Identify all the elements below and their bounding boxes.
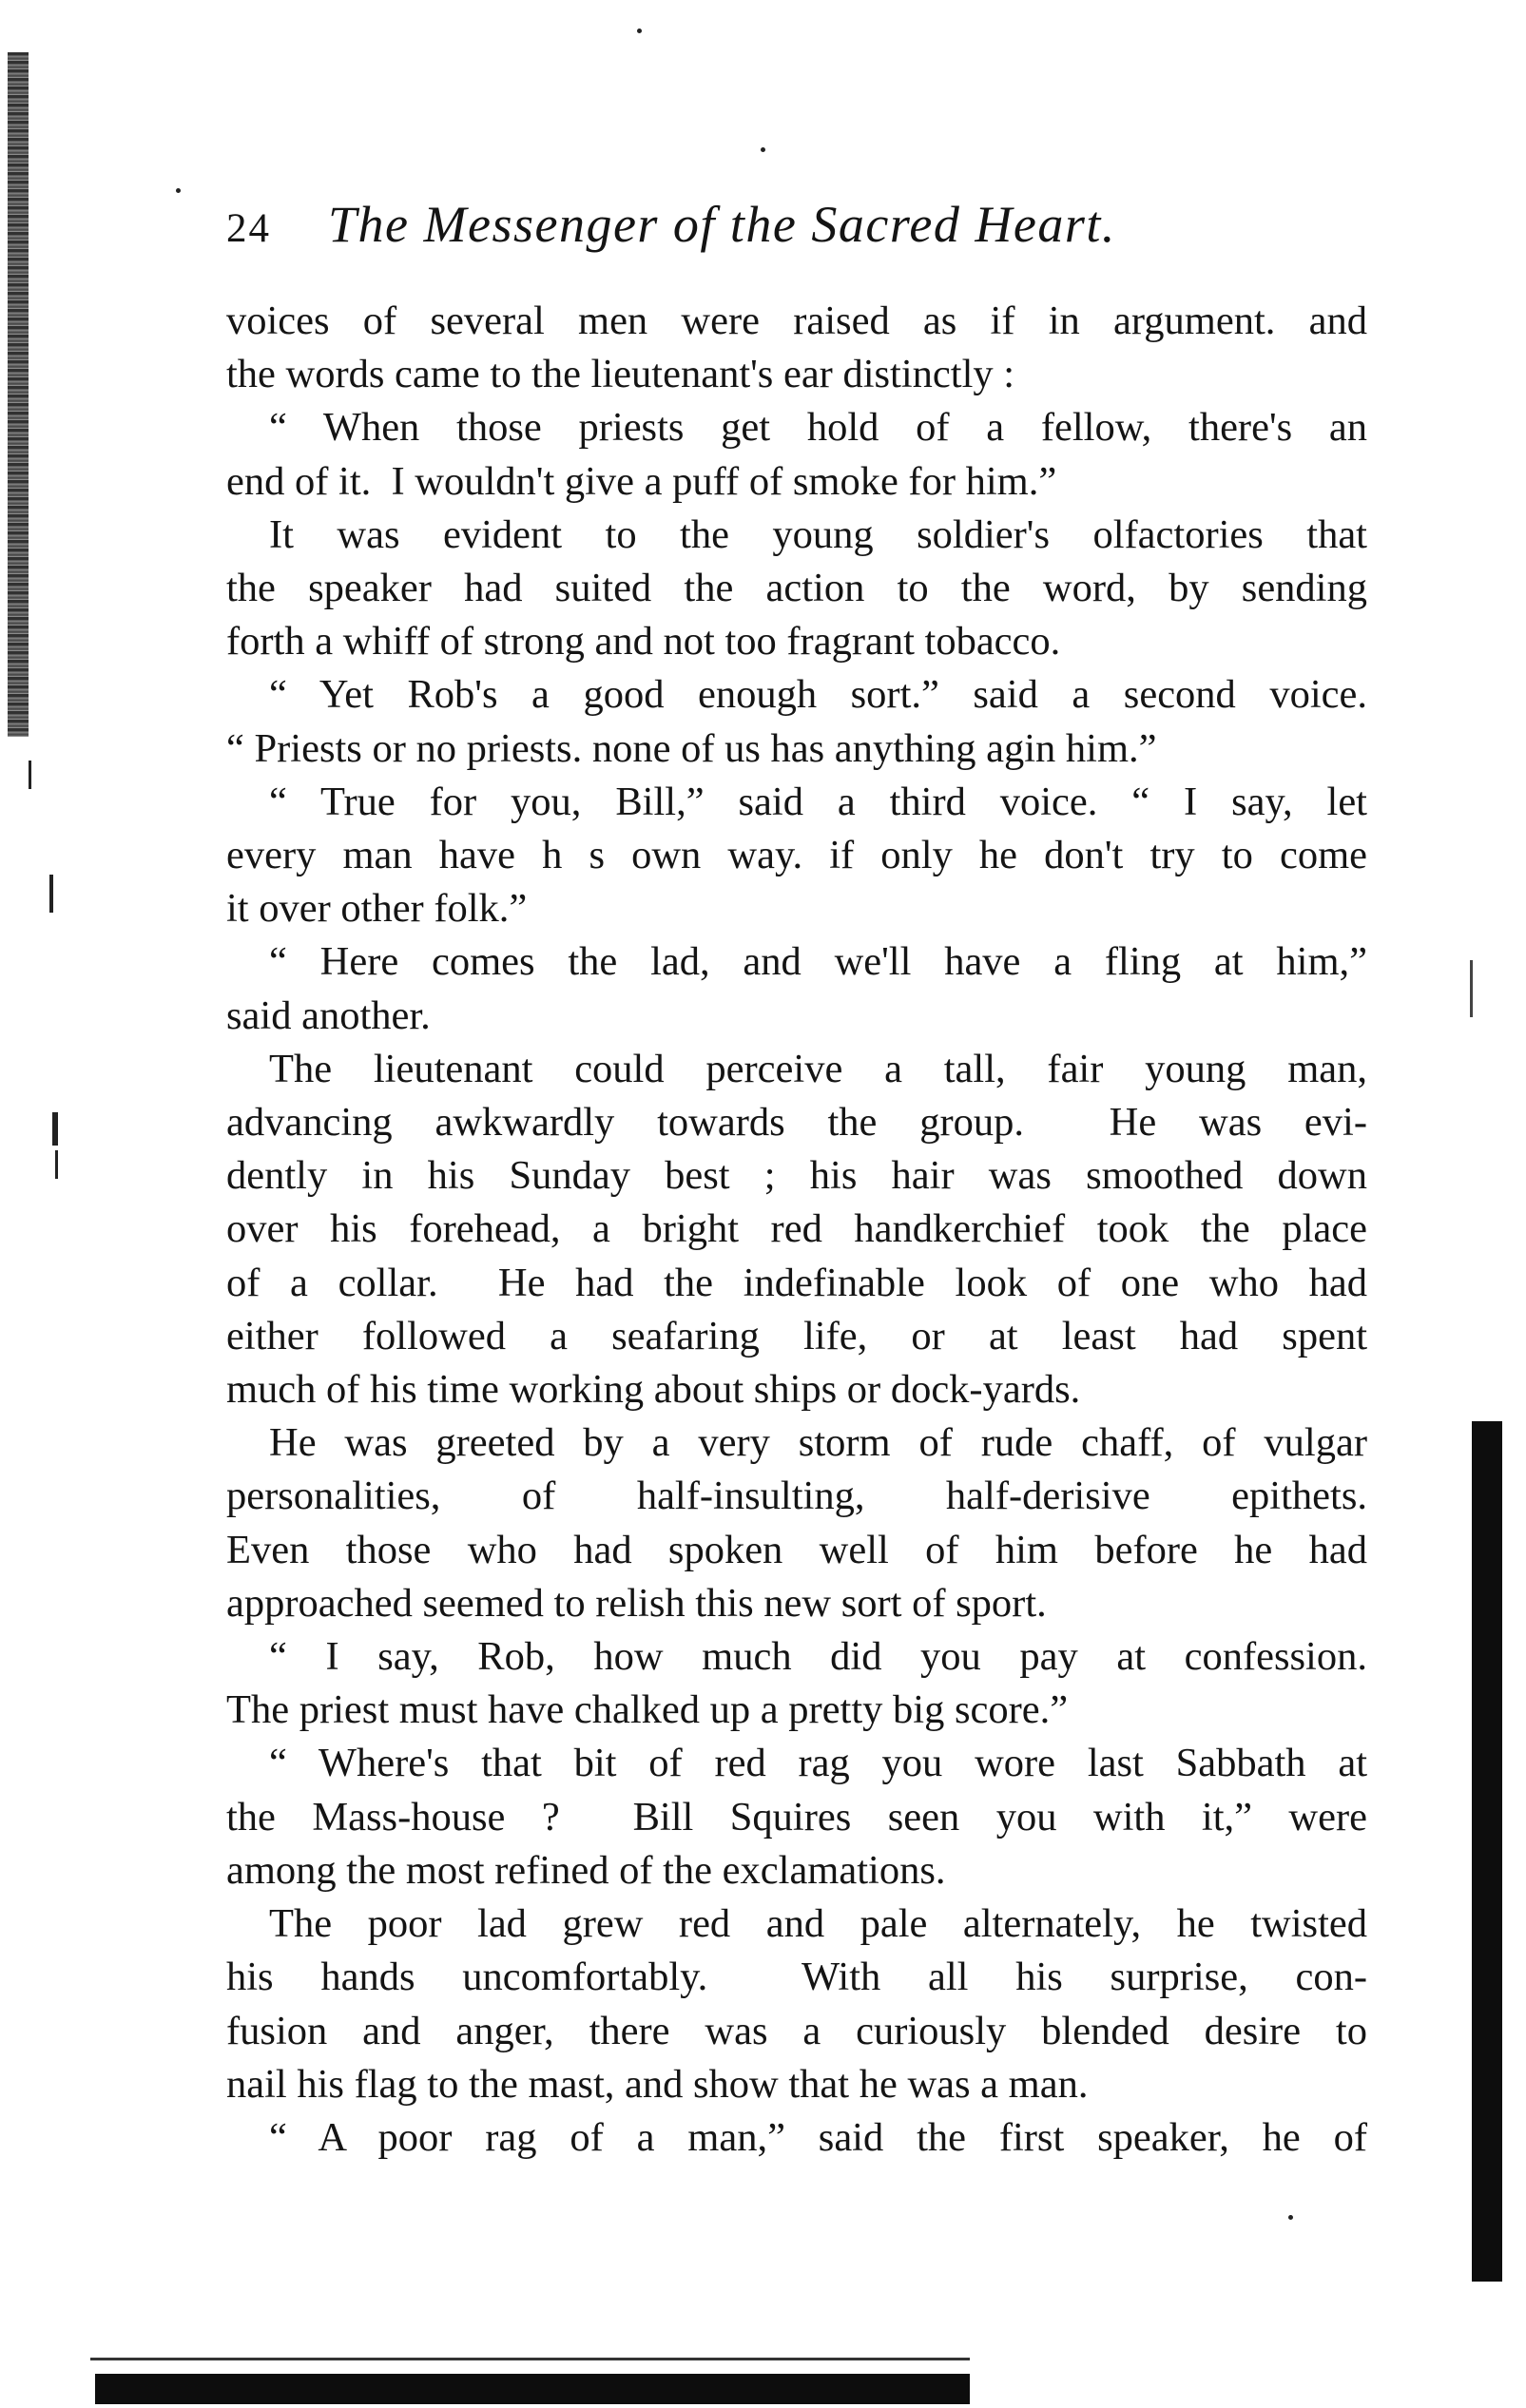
- text-line: The lieutenant could perceive a tall, fair young man,: [269, 1046, 1367, 1091]
- text-line: “ Priests or no priests. none of us has anything agin him.”: [226, 725, 1157, 771]
- text-line: end of it. I wouldn't give a puff of smoke for him.”: [226, 458, 1057, 504]
- scan-edge-bar-bottom: [95, 2374, 970, 2404]
- text-line: “ I say, Rob, how much did you pay at confession.: [269, 1634, 1367, 1680]
- text-line: The poor lad grew red and pale alternately, he twisted: [269, 1901, 1367, 1947]
- text-line: He was greeted by a very storm of rude chaff, of vulgar: [269, 1420, 1367, 1466]
- scan-mark: [49, 875, 53, 913]
- scan-speck: [761, 147, 765, 152]
- scan-edge-line-bottom: [90, 2358, 970, 2360]
- text-line: The priest must have chalked up a pretty big score.”: [226, 1687, 1069, 1733]
- scan-mark: [55, 1150, 58, 1179]
- running-header: [226, 195, 1367, 261]
- text-line: personalities, of half-insulting, half-derisive epithets.: [226, 1474, 1367, 1519]
- text-line: “ Yet Rob's a good enough sort.” said a second voice.: [269, 672, 1367, 718]
- text-line: forth a whiff of strong and not too fragrant tobacco.: [226, 619, 1061, 665]
- text-line: either followed a seafaring life, or at least had spent: [226, 1313, 1367, 1358]
- text-line: “ A poor rag of a man,” said the first speaker, he of: [269, 2114, 1367, 2160]
- text-line: it over other folk.”: [226, 886, 528, 932]
- text-line: much of his time working about ships or dock-yards.: [226, 1367, 1081, 1413]
- text-line: among the most refined of the exclamations.: [226, 1847, 946, 1893]
- text-line: the speaker had suited the action to the word, by sending: [226, 566, 1367, 611]
- scan-edge-bar-right: [1472, 1421, 1502, 2282]
- text-line: approached seemed to relish this new sort of sport.: [226, 1580, 1047, 1626]
- text-line: every man have h s own way. if only he don't try to come: [226, 833, 1367, 878]
- text-line: It was evident to the young soldier's olfactories that: [269, 511, 1367, 557]
- text-line: dently in his Sunday best ; his hair was smoothed down: [226, 1153, 1367, 1199]
- text-line: “ When those priests get hold of a fellow, there's an: [269, 405, 1367, 451]
- body-text: [226, 295, 1367, 2165]
- text-line: voices of several men were raised as if in argument. and: [226, 299, 1367, 343]
- scan-mark: [52, 1112, 58, 1146]
- text-line: his hands uncomfortably. With all his surprise, con-: [226, 1955, 1367, 2000]
- scan-speck: [176, 188, 181, 193]
- running-title: The Messenger of the Sacred Heart.: [328, 196, 1116, 253]
- text-line: advancing awkwardly towards the group. He was evi-: [226, 1100, 1367, 1146]
- text-line: over his forehead, a bright red handkerchief took the place: [226, 1206, 1367, 1252]
- text-line: nail his flag to the mast, and show that he was a man.: [226, 2061, 1089, 2107]
- scan-mark: [1470, 960, 1473, 1017]
- text-line: the words came to the lieutenant's ear distinctly :: [226, 352, 1015, 397]
- scan-speck: [637, 29, 642, 33]
- text-line: Even those who had spoken well of him before he had: [226, 1527, 1367, 1572]
- text-line: “ Here comes the lad, and we'll have a fling at him,”: [269, 939, 1367, 985]
- scan-mark: [29, 761, 31, 789]
- text-line: said another.: [226, 992, 431, 1038]
- text-line: “ Where's that bit of red rag you wore last Sabbath at: [269, 1741, 1367, 1786]
- text-line: “ True for you, Bill,” said a third voice. “ I say, let: [269, 779, 1367, 824]
- text-line: the Mass-house ? Bill Squires seen you with it,” were: [226, 1794, 1367, 1840]
- text-line: of a collar. He had the indefinable look of one who had: [226, 1260, 1367, 1305]
- binding-edge-shadow: [8, 52, 29, 737]
- text-line: fusion and anger, there was a curiously blended desire to: [226, 2008, 1367, 2053]
- scan-speck: [1288, 2215, 1293, 2220]
- page-number: 24: [226, 206, 271, 251]
